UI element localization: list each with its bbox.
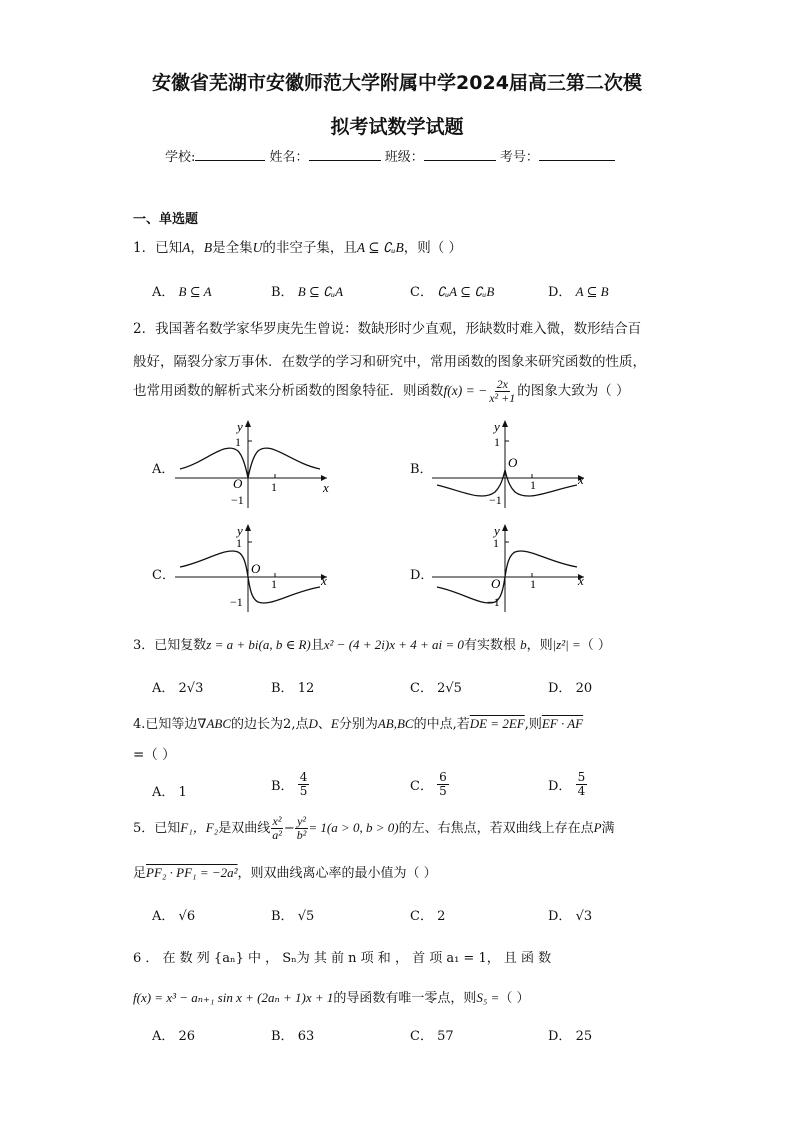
graph-c (175, 522, 335, 614)
question-2-line2: 般好，隔裂分家万事休．在数学的学习和研究中，常用函数的图象来研究函数的性质， (133, 354, 646, 370)
q2-option-b[interactable]: B． (410, 462, 433, 477)
class-label: 班级： (384, 150, 424, 165)
q3-option-b[interactable]: B． 12 (271, 681, 315, 696)
question-5-stem: 5．已知F₁，F₂是双曲线 $\frac{\text{x²}}{\text{a²}}$ − $\frac{\text{y²}}{\text{b²}}$ = 1(a > 0, b > 0)的左、右焦点，若双曲线上存在点P满 (133, 814, 615, 842)
section-heading: 一、单选题 (133, 212, 199, 227)
question-2-line3: 也常用函数的解析式来分析函数的图象特征．则函数f(x) = − $\frac{2x}{\text{x² +1}}$ 的图象大致为（ ） (133, 377, 630, 405)
page-title-line1: 安徽省芜湖市安徽师范大学附属中学2024届高三第二次模 (152, 72, 642, 94)
q2-fraction: $\frac{2x}{\text{x² +1}}$ (489, 377, 516, 405)
tick-label-x: 1 (530, 577, 536, 591)
axis-label-y: y (494, 523, 500, 538)
q6-option-c[interactable]: C． 57 (410, 1029, 454, 1044)
tick-label-y: 1 (235, 435, 241, 449)
q5-option-c[interactable]: C． 2 (410, 909, 446, 924)
q5-option-a[interactable]: A． √6 (152, 909, 196, 924)
name-label: 姓名： (269, 150, 309, 165)
tick-label-x: 1 (530, 478, 536, 492)
question-1-stem: 1．已知A，B是全集U的非空子集，且A ⊆ ∁ᵤB，则（ ） (133, 240, 462, 256)
question-2-line1: 2．我国著名数学家华罗庚先生曾说：数缺形时少直观，形缺数时难入微，数形结合百 (133, 321, 642, 337)
id-label: 考号： (499, 150, 539, 165)
origin-label: O (233, 476, 243, 491)
graph-b (432, 418, 592, 510)
q1-option-b[interactable]: B． B ⊆ ∁ᵤA (271, 284, 344, 300)
tick-label-neg: −1 (487, 595, 500, 609)
question-4-stem: 4.已知等边∇ABC的边长为2,点D、E分别为AB,BC的中点,若DE = 2EF,则EF · AF (133, 716, 584, 732)
q6-option-b[interactable]: B． 63 (271, 1029, 315, 1044)
class-field[interactable] (424, 148, 496, 161)
q1-option-d[interactable]: D． A ⊆ B (548, 284, 609, 300)
q4-option-b[interactable]: B． $\frac{4}{5}$ (271, 770, 308, 798)
axis-label-x: x (321, 573, 327, 588)
q3-option-a[interactable]: A． 2√3 (152, 681, 204, 696)
question-5-line2: 足PF₂ · PF₁ = −2a²，则双曲线离心率的最小值为（ ） (133, 865, 437, 881)
q2-option-c[interactable]: C． (152, 568, 175, 583)
tick-label-neg: −1 (230, 595, 243, 609)
graph-d (432, 522, 592, 614)
school-label: 学校: (165, 150, 196, 165)
graph-b-curve (437, 470, 577, 496)
q5-option-b[interactable]: B． √5 (271, 909, 315, 924)
axis-label-x: x (578, 472, 584, 487)
q4-option-c[interactable]: C． $\frac{6}{5}$ (410, 770, 447, 798)
tick-label-x: 1 (271, 480, 277, 494)
student-info-row (165, 146, 615, 165)
axis-label-y: y (237, 523, 243, 538)
q5-option-d[interactable]: D． √3 (548, 909, 593, 924)
q1-option-c[interactable]: C． ∁ᵤA ⊆ ∁ᵤB (410, 284, 495, 300)
axis-label-x: x (323, 480, 329, 495)
name-field[interactable] (309, 148, 381, 161)
origin-label: O (251, 561, 261, 576)
id-field[interactable] (539, 148, 615, 161)
q6-option-a[interactable]: A． 26 (152, 1029, 196, 1044)
q2-option-d[interactable]: D． (410, 568, 434, 583)
q3-option-c[interactable]: C． 2√5 (410, 681, 462, 696)
q6-option-d[interactable]: D． 25 (548, 1029, 593, 1044)
tick-label-neg: −1 (231, 493, 244, 507)
question-6-line1: 6 ． 在 数 列 {aₙ} 中 ， Sₙ为 其 前 n 项 和 ， 首 项 a₁ = 1， 且 函 数 (133, 951, 552, 966)
origin-label: O (508, 455, 518, 470)
tick-label-x: 1 (271, 577, 277, 591)
question-3-stem: 3．已知复数z = a + bi(a, b ∈ R)且x² − (4 + 2i)x + 4 + ai = 0有实数根 b，则|z²| =（ ） (133, 637, 611, 653)
question-6-line2: f(x) = x³ − aₙ₊₁ sin x + (2aₙ + 1)x + 1的导函数有唯一零点，则S₅ =（ ） (133, 990, 530, 1006)
axis-label-x: x (578, 573, 584, 588)
tick-label-y: 1 (494, 435, 500, 449)
question-4-line2: =（ ） (133, 747, 176, 763)
axis-label-y: y (494, 419, 500, 434)
school-field[interactable] (195, 148, 265, 161)
q4-option-a[interactable]: A． 1 (152, 785, 187, 800)
axis-label-y: y (237, 419, 243, 434)
graph-a-curve (180, 448, 320, 478)
tick-label-neg: −1 (489, 493, 502, 507)
q4-option-d[interactable]: D． $\frac{5}{4}$ (548, 770, 586, 798)
origin-label: O (491, 576, 501, 591)
tick-label-y: 1 (236, 536, 242, 550)
q1-option-a[interactable]: A． B ⊆ A (152, 284, 212, 300)
graph-a (175, 418, 335, 510)
q2-option-a[interactable]: A． (152, 462, 175, 477)
tick-label-y: 1 (493, 536, 499, 550)
page-title-line2: 拟考试数学试题 (330, 116, 464, 138)
q3-option-d[interactable]: D． 20 (548, 681, 593, 696)
